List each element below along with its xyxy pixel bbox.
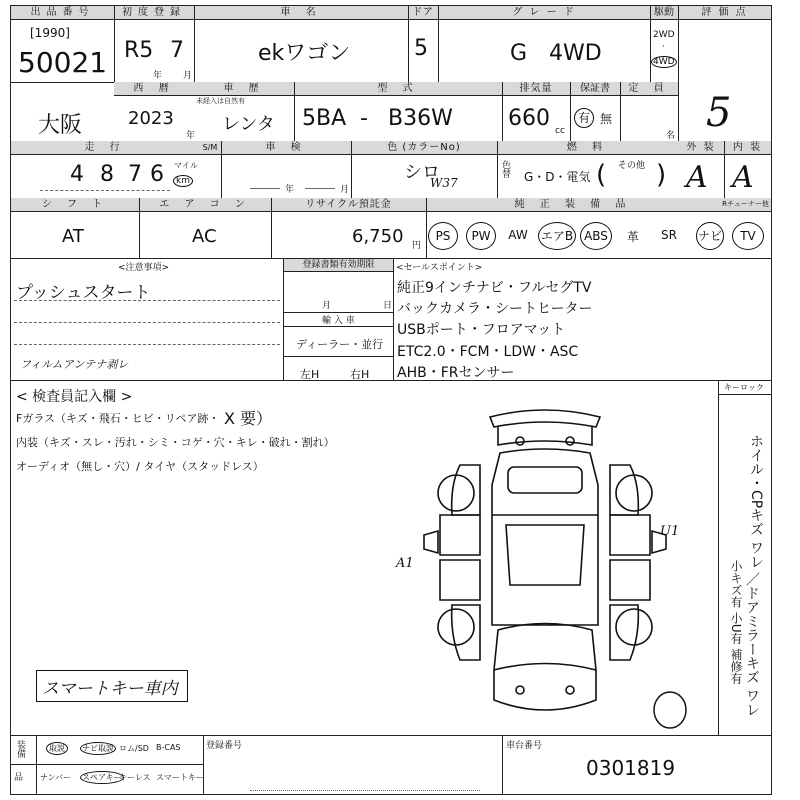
mileage-d3: 7 (128, 162, 142, 187)
equip-aw: AW (508, 228, 528, 242)
lot-number: 50021 (18, 46, 108, 79)
color-value: シロ (404, 162, 440, 183)
fuel-paren: ( (596, 160, 607, 190)
equip-airbag: エアB (538, 222, 576, 250)
hdr-inspector: < 検査員記入欄 > (16, 389, 133, 405)
nen-label: 年 (153, 71, 163, 81)
bottom-side-2: 品 (14, 773, 24, 783)
grade: G 4WD (510, 41, 602, 66)
hdr-sm: S/M (199, 141, 221, 155)
drive-2wd: 2WD (653, 30, 675, 40)
hdr-shift: シ フ ト (11, 198, 139, 212)
chassis-number: 0301819 (586, 756, 676, 780)
hdr-mileage: 走 行 (11, 141, 199, 155)
car-diagram (420, 405, 670, 725)
legend-col-2: ／ドアミラーキズ ワレ (744, 572, 760, 717)
hdr-score: 評 価 点 (678, 6, 771, 20)
type-a: 5BA (302, 106, 347, 131)
hdr-keylock: キーロック (724, 383, 764, 392)
aircon-value: AC (192, 226, 217, 247)
hdr-capacity: 定 員 (620, 82, 678, 96)
drive-dot: · (662, 42, 665, 52)
fuel-value: G・D・電気 (524, 170, 591, 184)
reg-import: 輸 入 車 (322, 316, 355, 326)
int-grade: A (732, 160, 754, 195)
insp-interior: 内装（キズ・スレ・汚れ・シミ・コゲ・穴・キレ・破れ・割れ） (16, 436, 335, 449)
warranty-no: 無 (600, 112, 613, 126)
mile-label: マイル (174, 161, 198, 170)
reg-dealer: ディーラー・並行 (296, 338, 384, 351)
sales-1: 純正9インチナビ・フルセグTV (397, 280, 592, 296)
sales-4: ETC2.0・FCM・LDW・ASC (397, 344, 579, 360)
hdr-aircon: エ ア コ ン (139, 198, 271, 212)
hdr-door: ドア (408, 6, 438, 20)
fuel-paren-close: ) (656, 160, 667, 190)
ext-grade: A (686, 160, 708, 195)
hdr-year: 西 暦 (114, 82, 194, 96)
legend-col-1: ホイル・CPキズ ワレ (748, 434, 764, 569)
shift-value: AT (62, 226, 84, 247)
hdr-exterior: 外 装 (678, 141, 724, 155)
mileage-d2: 8 (100, 162, 114, 187)
hdr-first-reg: 初度登録 (114, 6, 194, 20)
equip-sr: SR (661, 228, 677, 242)
hdr-reg-date: 登録書類有効期限 (284, 259, 393, 272)
hdr-chassis: 車台番号 (506, 741, 543, 751)
drive-4wd: 4WD (653, 57, 675, 67)
insp-u1: U1 (660, 524, 680, 539)
insp-a1: A1 (396, 556, 414, 571)
type-b: B36W (388, 106, 453, 131)
equip-leather: 革 (626, 230, 639, 244)
bl-bcas: B-CAS (156, 743, 181, 752)
lot-small: [1990] (30, 26, 70, 40)
bl-plate: ナンバー (40, 773, 72, 782)
tsuki-label: 月 (183, 71, 193, 81)
equip-pw: PW (466, 222, 496, 250)
recycle-yen: 円 (412, 241, 422, 251)
displacement: 660 (508, 106, 550, 131)
hdr-color: 色 (カラーNo) (351, 141, 497, 155)
doors: 5 (414, 36, 428, 61)
hdr-equipment-extra: Rチューナー他 (720, 198, 771, 212)
sono-ta-label: その他 (618, 161, 646, 171)
model-name: ekワゴン (258, 41, 351, 66)
insp-glass: Fガラス（キズ・飛石・ヒビ・リペア跡・ (16, 412, 220, 425)
history: レンタ (222, 114, 275, 135)
hdr-type: 型 式 (294, 82, 502, 96)
color-no: W37 (430, 176, 458, 190)
mei-label: 名 (666, 131, 676, 141)
hdr-drive: 駆動 (650, 6, 678, 20)
hdr-equipment: 純 正 装 備 品 (426, 198, 720, 212)
hdr-interior: 内 装 (724, 141, 771, 155)
kisatsu-label: 色替 (500, 160, 510, 178)
km-label: km (173, 175, 193, 187)
score-value: 5 (706, 90, 732, 136)
warranty-yes: 有 (574, 108, 594, 128)
reg-handle-l: 左H (300, 368, 320, 381)
bl-manual: 取説 (46, 742, 68, 755)
insp-tsuki: 月 (340, 185, 350, 195)
hdr-recycle: リサイクル預託金 (271, 198, 426, 212)
sales-3: USBポート・フロアマット (397, 322, 566, 338)
insp-glass-mark: X 要） (224, 409, 273, 428)
equip-tv: TV (732, 222, 764, 250)
reg-handle-r: 右H (350, 368, 370, 381)
hdr-reg-number: 登録番号 (206, 741, 243, 751)
reg-nichi: 日 (383, 301, 393, 311)
notes-main: プッシュスタート (16, 283, 151, 303)
hdr-warranty: 保証書 (570, 82, 620, 96)
year: 2023 (128, 108, 174, 129)
bl-rom: ロム/SD (119, 744, 149, 753)
notes-handwritten: フィルムアンテナ剥レ (20, 358, 129, 371)
handnote-text: スマートキー車内 (42, 679, 178, 699)
year-nen: 年 (186, 131, 196, 141)
cc-label: cc (555, 126, 565, 136)
insp-audio: オーディオ（無し・穴）/ タイヤ（スタッドレス） (16, 460, 264, 473)
bl-smartkey: スマートキー (156, 773, 204, 782)
bl-navi-manual: ナビ取説 (82, 744, 114, 753)
recycle-value: 6,750 (352, 226, 404, 247)
hdr-sales: <セールスポイント> (396, 263, 483, 273)
legend-col-3: 小キズ有 小U有 補修有 (729, 560, 743, 685)
location: 大阪 (38, 113, 83, 138)
hdr-lot: 出品番号 (11, 6, 114, 20)
insp-nen: 年 (285, 185, 295, 195)
equip-abs: ABS (580, 222, 612, 250)
bl-keyless: キーレス (119, 773, 151, 782)
reg-getsu: 月 (322, 301, 332, 311)
mileage-d4: 6 (150, 162, 164, 187)
hdr-displacement: 排気量 (502, 82, 570, 96)
hdr-notes: <注意事項> (118, 263, 170, 273)
bl-spare-key: スペアキー (82, 773, 122, 782)
hdr-category: 車 歴 (194, 82, 294, 96)
hdr-model: 車 名 (194, 6, 408, 20)
sales-2: バックカメラ・シートヒーター (397, 301, 593, 317)
equip-navi: ナビ (696, 222, 724, 250)
spare-tire-circle (650, 690, 690, 730)
reg-month: 7 (170, 38, 184, 63)
type-sep: - (360, 106, 368, 131)
unregistered-note: 未経入は自然有 (196, 97, 245, 105)
equip-ps: PS (428, 222, 458, 250)
hdr-fuel: 燃 料 (497, 141, 678, 155)
mileage-d1: 4 (70, 162, 84, 187)
hdr-grade: グ レ ー ド (438, 6, 650, 20)
reg-era: R5 (124, 38, 154, 63)
sales-5: AHB・FRセンサー (397, 365, 515, 381)
hdr-inspection: 車 検 (221, 141, 351, 155)
bottom-side-1: 装備 (15, 740, 25, 758)
